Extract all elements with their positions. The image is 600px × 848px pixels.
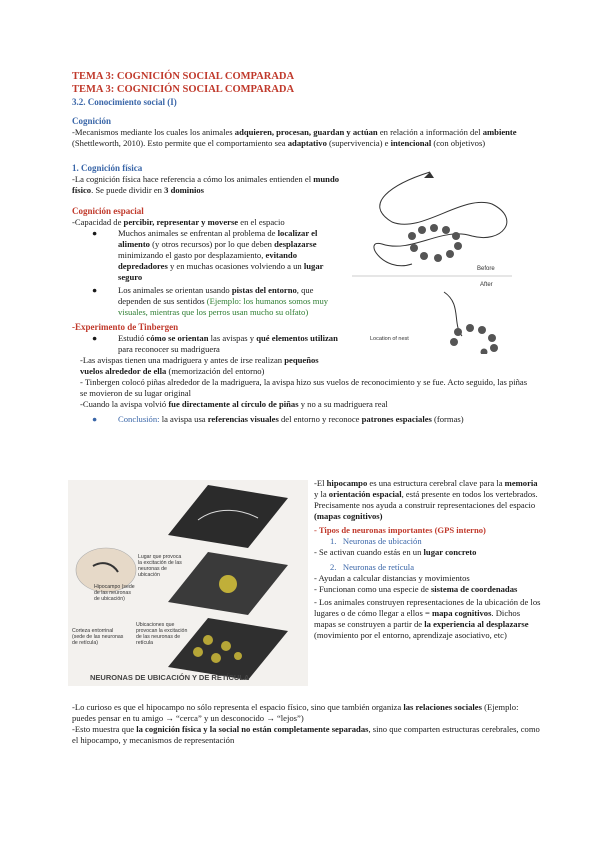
bullet-dot: ● <box>92 285 98 295</box>
line-avispas: -Las avispas tienen una madriguera y antes de irse realizan pequeños vuelos alrededor de ella (memorización del entorno) <box>80 355 319 376</box>
line-pinas: - Tinbergen colocó piñas alrededor de la madriguera, la avispa hizo sus vuelos de reconocimiento y se fue. Acto seguido, las piñas se movieron de su lugar original <box>80 377 528 398</box>
label-lugar: Lugar que provoca la excitación de las neuronas de ubicación <box>138 554 182 578</box>
doc-title-repeat: TEMA 3: COGNICIÓN SOCIAL COMPARADA <box>72 84 295 95</box>
label-hipocampo: Hipocampo (sede de las neuronas de ubicación) <box>94 584 135 602</box>
line-ubicacion: - Se activan cuando estás en un lugar concreto <box>314 547 477 557</box>
flight-arrow <box>424 172 434 178</box>
heading-cognicion-fisica: 1. Cognición física <box>72 163 143 173</box>
line-reticula-2: - Funcionan como una especie de sistema de coordenadas <box>314 584 518 594</box>
place-field-spot <box>219 575 237 593</box>
paragraph-conclusion-final: -Esto muestra que la cognición física y la social no están completamente separadas, sino que comparten estructuras cerebrales, como el hipocampo, y mecanismos de representación <box>72 724 540 745</box>
figure-caption: NEURONAS DE UBICACIÓN Y DE RETÍCULA <box>90 673 250 682</box>
bullet-dot: ● <box>92 228 98 238</box>
bullet-dot: ● <box>92 333 98 343</box>
heading-neuronas-reticula: 2. Neuronas de retícula <box>330 562 415 572</box>
paragraph-espacial: -Capacidad de percibir, representar y moverse en el espacio <box>72 217 285 227</box>
label-corteza: Corteza entorrinal (sede de las neuronas de retícula) <box>72 628 124 646</box>
tinbergen-wasp-figure <box>352 164 532 354</box>
heading-neuronas-ubicacion: 1. Neuronas de ubicación <box>330 536 422 546</box>
label-ubicaciones: Ubicaciones que provocan la excitación de las neuronas de retícula <box>136 622 188 646</box>
hipocampo-column <box>314 478 544 641</box>
doc-subtitle: 3.2. Conocimiento social (I) <box>72 97 177 107</box>
bullet-localizar: ● Muchos animales se enfrentan al problema de localizar el alimento (y otros recursos) por lo que deben desplazarse minimizando el gasto por desplazamiento, evitando depredadores y en muchas ocasiones volviendo a un lugar seguro <box>92 228 324 282</box>
heading-tipos-neuronas: - Tipos de neuronas importantes (GPS interno) <box>314 525 486 535</box>
line-volvio: -Cuando la avispa volvió fue directamente al círculo de piñas y no a su madriguera real <box>80 399 388 409</box>
heading-cognicion-espacial: Cognición espacial <box>72 206 144 216</box>
flight-path <box>374 172 507 266</box>
neurons-figure <box>68 480 308 686</box>
paragraph-hipocampo: -El hipocampo es una estructura cerebral clave para la memoria y la orientación espacial, está presente en todos los vertebrados. Precisamente nos ayuda a construir representaciones del espacio (mapas cognitivos) <box>314 478 538 521</box>
doc-title: TEMA 3: COGNICIÓN SOCIAL COMPARADA <box>72 71 295 82</box>
heading-tinbergen: -Experimento de Tinbergen <box>72 322 179 332</box>
label-before: Before <box>477 266 495 272</box>
bullet-pistas: ● Los animales se orientan usando pistas del entorno, que dependen de sus sentidos (Ejemplo: los humanos somos muy visuales, mientras que los perros usan mucho su olfato) <box>92 285 329 317</box>
paragraph-fisica: -La cognición física hace referencia a cómo los animales entienden el mundo físico. Se puede dividir en 3 dominios <box>72 174 340 195</box>
heading-cognicion: Cognición <box>72 116 112 126</box>
line-reticula-1: - Ayudan a calcular distancias y movimientos <box>314 573 470 583</box>
bullet-dot: ● <box>92 414 98 424</box>
bullet-tinbergen: ● Estudió cómo se orientan las avispas y qué elementos utilizan para reconocer su madriguera <box>92 333 338 354</box>
final-section <box>72 702 542 746</box>
pinecone-circle-after <box>450 324 498 354</box>
paragraph-cognicion: -Mecanismos mediante los cuales los animales adquieren, procesan, guardan y actúan en relación a información del ambiente (Shettleworth, 2010). Esto permite que el comportamiento sea adaptativo (supervivencia) e intencional (con objetivos) <box>72 127 517 148</box>
paragraph-social: -Lo curioso es que el hipocampo no sólo representa el espacio físico, sino que también organiza las relaciones sociales (Ejemplo: puedes pensar en tu amigo → “cerca” y un desconocido → “lejos”) <box>72 702 519 723</box>
label-after: After <box>480 282 493 288</box>
paragraph-mapas: - Los animales construyen representaciones de la ubicación de los lugares o de cómo llegar a ellos = mapa cognitivos. Dichos mapas se construyen a partir de la experiencia al desplazarse (movimiento por el entorno, aprendizaje asociativo, etc) <box>314 597 541 640</box>
label-nest: Location of nest <box>370 336 409 342</box>
bullet-conclusion: ● Conclusión: la avispa usa referencias visuales del entorno y reconoce patrones espaciales (formas) <box>92 414 464 424</box>
tinbergen-details <box>72 355 532 410</box>
